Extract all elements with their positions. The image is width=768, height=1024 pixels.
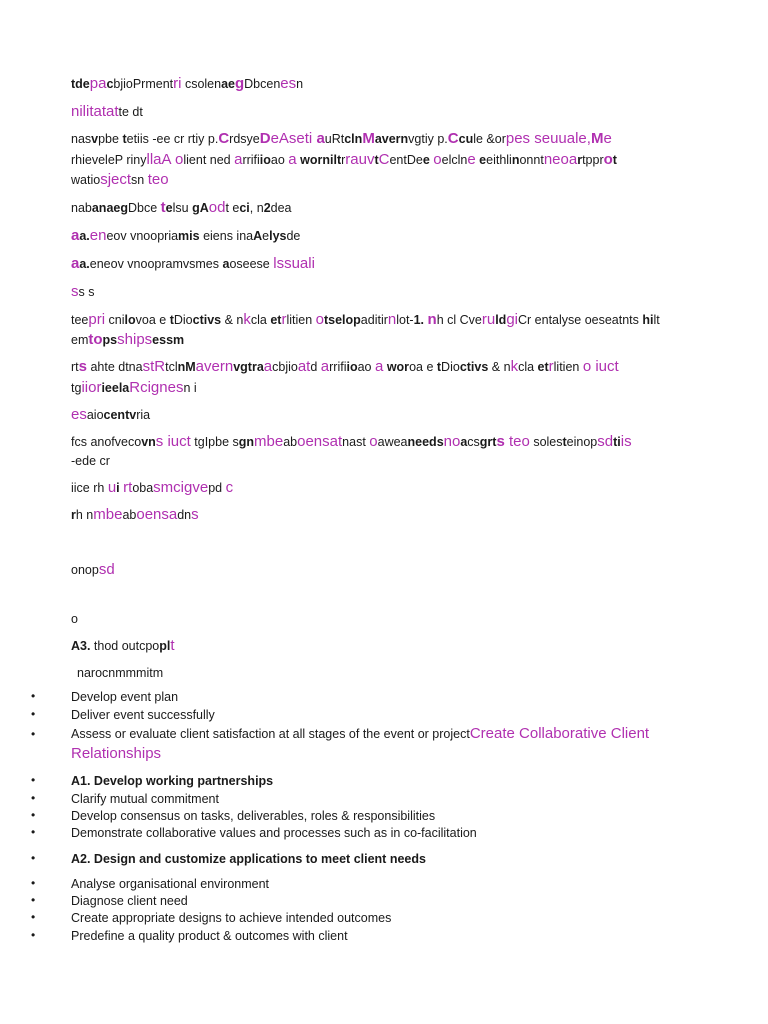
bullet: • xyxy=(31,689,36,703)
garbled-line-9b: tgiiorieelaRcignesn i xyxy=(71,379,197,396)
section-heading-a2: A2. Design and customize applications to meet client needs xyxy=(71,852,426,866)
bullet: • xyxy=(31,928,36,942)
garbled-line-9a: rts ahte dtnastRtclnMavernvgtraacbjioatd arrifiioao a woroa e tDioctivs & nkcla etrlitien o iuct xyxy=(71,358,619,375)
garbled-line-15: o xyxy=(71,612,78,626)
bullet: • xyxy=(31,791,36,805)
garbled-line-10: esaiocentvria xyxy=(71,406,151,423)
garbled-line-2: nilitatatte dt xyxy=(71,103,143,120)
bullet: • xyxy=(31,893,36,907)
garbled-line-16: A3. thod outcpoplt xyxy=(71,637,175,654)
bullet: • xyxy=(31,876,36,890)
bullet: • xyxy=(31,773,36,787)
bullet: • xyxy=(31,910,36,924)
garbled-line-8a: teepri cnilovoa e tDioctivs & nkcla etrlitien otselopaditirnlot-1. nh cl CveruldgiCr entalyse oeseatnts hilt xyxy=(71,311,660,328)
garbled-line-7: ss s xyxy=(71,283,95,300)
garbled-line-13: rh nmbeaboensadns xyxy=(71,506,199,523)
garbled-line-1: tdepacbjioPrmentri csolenaegDbcenesn xyxy=(71,75,304,92)
garbled-line-3c: watiosjectsn teo xyxy=(71,171,169,188)
garbled-line-5: aa.eneov vnoopriamis eiens inaAelysde xyxy=(71,227,301,244)
garbled-line-6: aa.eneov vnoopramvsmes aoseese lssuali xyxy=(71,255,315,272)
list-item: Create appropriate designs to achieve intended outcomes xyxy=(71,911,392,925)
garbled-line-4: nabanaegDbce telsu gAodt eci, n2dea xyxy=(71,199,292,216)
garbled-line-11b: -ede cr xyxy=(71,454,110,468)
garbled-line-8b: emtopsshipsessm xyxy=(71,331,185,348)
list-item-tail: Create Collaborative Client xyxy=(469,725,650,742)
garbled-line-11a: fcs anofvecovns iuct tgIpbe sgnmbeaboensatnast oaweaneedsnoacsgrts teo solesteinopsdtiis xyxy=(71,433,632,450)
list-item: Deliver event successfully xyxy=(71,708,215,722)
bullet: • xyxy=(31,825,36,839)
list-item: Analyse organisational environment xyxy=(71,877,270,891)
list-item-continuation: Relationships xyxy=(71,745,162,762)
list-item: Demonstrate collaborative values and processes such as in co-facilitation xyxy=(71,826,477,840)
section-heading-a1: A1. Develop working partnerships xyxy=(71,774,274,788)
list-item: Predefine a quality product & outcomes with client xyxy=(71,929,348,943)
garbled-line-12: iice rh ui rtobasmcigvepd c xyxy=(71,479,234,496)
bullet: • xyxy=(31,707,36,721)
list-item: Diagnose client need xyxy=(71,894,188,908)
garbled-line-3b: rhieveleP rinyllaA olient ned arrifiioao a worniltrrauvtCentDee oelclne eeithlinonntneoartpprot xyxy=(71,151,617,168)
bullet: • xyxy=(31,727,36,741)
list-item: Develop event plan xyxy=(71,690,179,704)
garbled-line-3a: nasvpbe tetiis -ee cr rtiy p.CrdsyeDeAseti auRtclnMavernvgtiy p.Ccule &orpes seuuale,Me xyxy=(71,130,612,147)
list-item: Clarify mutual commitment xyxy=(71,792,219,806)
list-item: Develop consensus on tasks, deliverables, roles & responsibilities xyxy=(71,809,436,823)
bullet: • xyxy=(31,808,36,822)
bullet: • xyxy=(31,851,36,865)
garbled-line-14: onopsd xyxy=(71,561,115,578)
garbled-line-17: narocnmmmitm xyxy=(77,666,164,680)
list-item: Assess or evaluate client satisfaction at all stages of the event or projectCreate Collaborative Client xyxy=(71,725,650,742)
